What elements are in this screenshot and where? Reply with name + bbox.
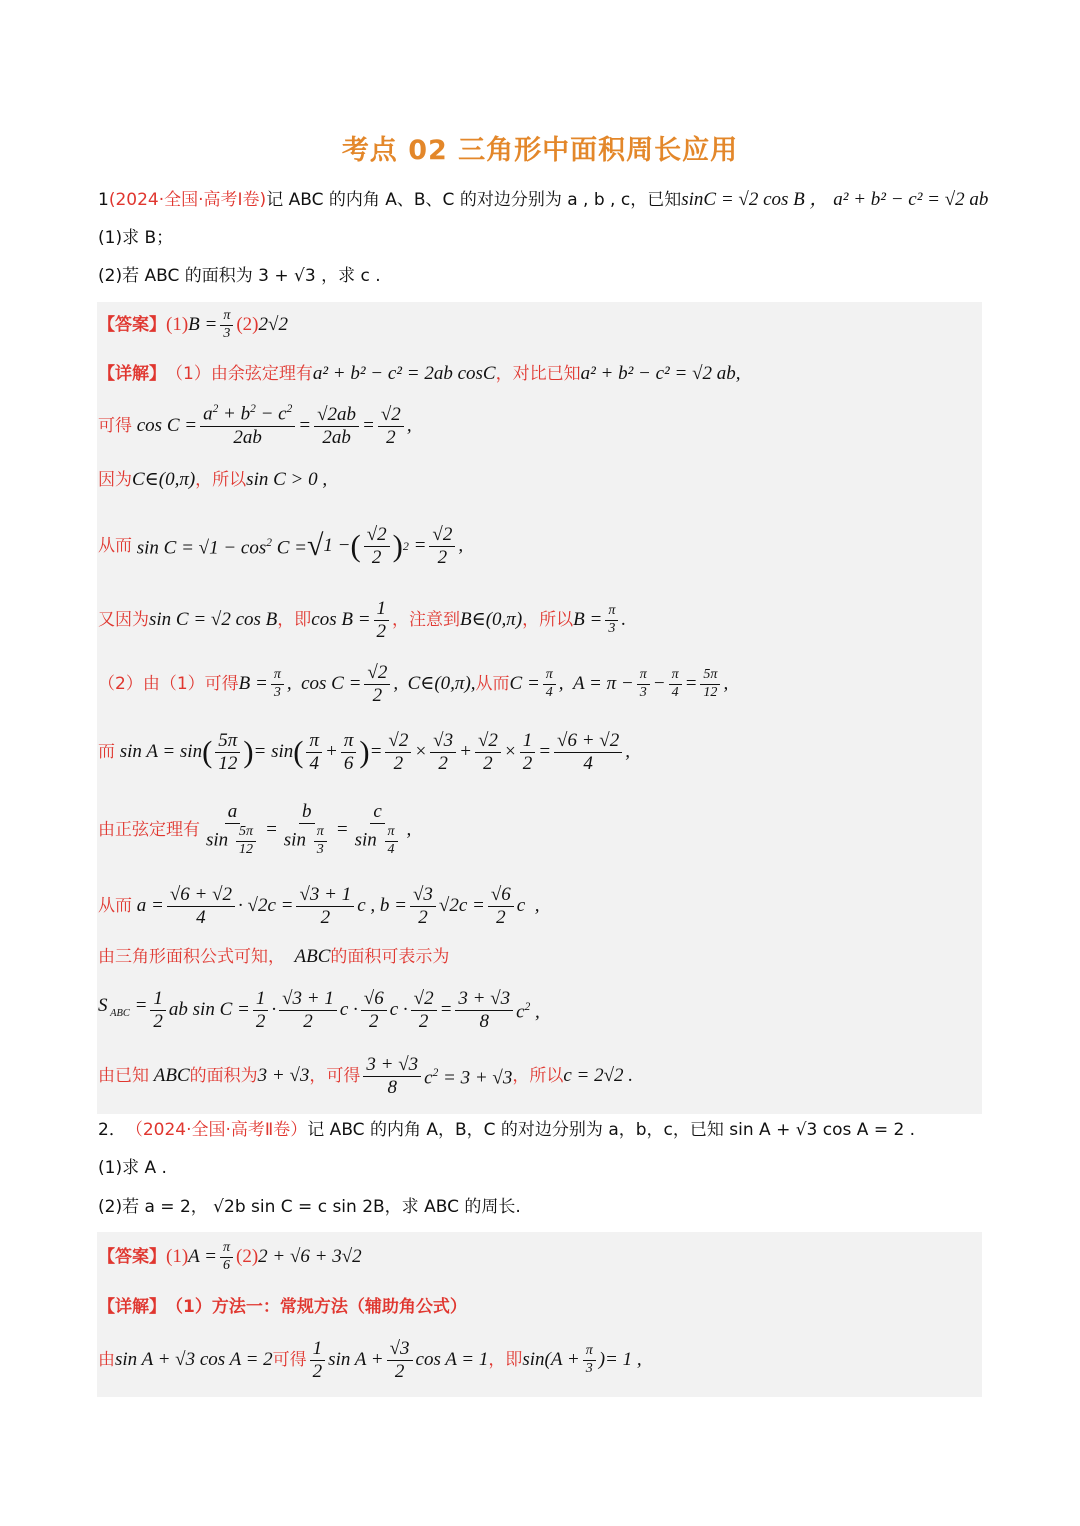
q1-stem: 1 (2024·全国·高考Ⅰ卷) 记 ABC 的内角 A、B、C 的对边分别为 a , b , c，已知 sinC = √2 cos B ， a² + b² − c² = √2 ab <box>98 186 988 214</box>
a1-detail-line-2: 可得 cos C = $\frac{a^2 + b^2 - c^2}{2ab}$ = $\frac{√2ab}{2ab}$ = $\frac{√2}{2}$ , <box>98 403 412 448</box>
q2-part1: (1)求 A . <box>98 1158 167 1178</box>
a1-detail-line-8: 由正弦定理有 a sin $\frac{5\pi}{12}$ = b sin $\frac{\pi}{3}$ = c sin $\frac{\pi}{4}$ , <box>98 801 412 857</box>
a1-detail-line-3: 因为 C∈(0,π) ，所以 sin C > 0 , <box>98 469 328 490</box>
a1-detail-line-1: 【详解】 （1）由余弦定理有 a² + b² − c² = 2ab cosC ，对比已知 a² + b² − c² = √2 ab , <box>98 363 741 384</box>
q1-part1: (1)求 B； <box>98 228 174 248</box>
a1-detail-line-6: （2）由（1）可得 B = $\frac{\pi}{3}$ , cos C = $\frac{√2}{2}$ , C∈(0,π), 从而 C = $\frac{\pi}{4}$ , A = π − $\frac{\pi}{3}$ − $\frac{\pi}{4}$ = $\frac{5\pi}{12}$ , <box>98 661 729 706</box>
q2-part2: (2)若 a = 2， √2b sin C = c sin 2B，求 ABC 的周长. <box>98 1197 521 1217</box>
a1-detail-line-9: 从而 a = $\frac{√6 + √2}{4}$ · √2c = $\frac{√3 + 1}{2}$ c , b = $\frac{√3}{2}$ √2c = $\frac{√6}{2}$ c , <box>98 883 540 928</box>
q2-stem: 2． （2024·全国·高考Ⅱ卷） 记 ABC 的内角 A，B，C 的对边分别为 a，b，c，已知 sin A + √3 cos A = 2 . <box>98 1116 915 1144</box>
q1-part2: (2)若 ABC 的面积为 3 + √3 ，求 c . <box>98 266 381 286</box>
a1-detail-line-4: 从而 $\sin C = √1 - \cos^2 C$ = √ 1 − ( $\frac{√2}{2}$ ) 2 = $\frac{√2}{2}$ , <box>98 523 464 568</box>
q1-source: (2024·全国·高考Ⅰ卷) <box>108 190 267 210</box>
q2-source: （2024·全国·高考Ⅱ卷） <box>125 1120 308 1140</box>
a1-detail-line-10: 由三角形面积公式可知， ABC 的面积可表示为 <box>98 946 450 967</box>
a2-answer: 【答案】 (1) A = $\frac{\pi}{6}$ (2) 2 + √6 + 3√2 <box>98 1239 362 1273</box>
a1-answer: 【答案】 (1) B = $\frac{\pi}{3}$ (2) 2√2 <box>98 307 288 341</box>
a1-detail-line-11: S $_{ABC}$ = $\frac{1}{2}$ ab sin C = $\frac{1}{2}$ · $\frac{√3 + 1}{2}$ c · $\frac{√6}{2}$ c · $\frac{√2}{2}$ = $\frac{3 + √3}{8}$ $c^2$ , <box>98 987 540 1032</box>
a2-detail-method: 【详解】 （1）方法一：常规方法（辅助角公式） <box>98 1297 467 1317</box>
page-title: 考点 02 三角形中面积周长应用 <box>341 135 739 166</box>
a1-detail-line-5: 又因为 sin C = √2 cos B ，即 cos B = $\frac{1}{2}$ ，注意到 B∈(0,π) ，所以 B = $\frac{\pi}{3}$ . <box>98 597 627 642</box>
a1-detail-line-7: 而 sin A = sin ( $\frac{5\pi}{12}$ ) = sin ( $\frac{\pi}{4}$ + $\frac{\pi}{6}$ ) = $\frac{√2}{2}$ × $\frac{√3}{2}$ + $\frac{√2}{2}$ × $\frac{1}{2}$ = $\frac{√6 + √2}{4}$ , <box>98 729 630 774</box>
a1-detail-line-12: 由已知 ABC 的面积为 3 + √3 ，可得 $\frac{3 + √3}{8}$ $c^2 = 3 + √3$ ，所以 c = 2√2 . <box>98 1053 634 1098</box>
a2-detail-line-1: 由 sin A + √3 cos A = 2 可得 $\frac{1}{2}$ sin A + $\frac{√3}{2}$ cos A = 1 ，即 sin(A + $\frac{\pi}{3}$ ) = 1 , <box>98 1337 642 1382</box>
